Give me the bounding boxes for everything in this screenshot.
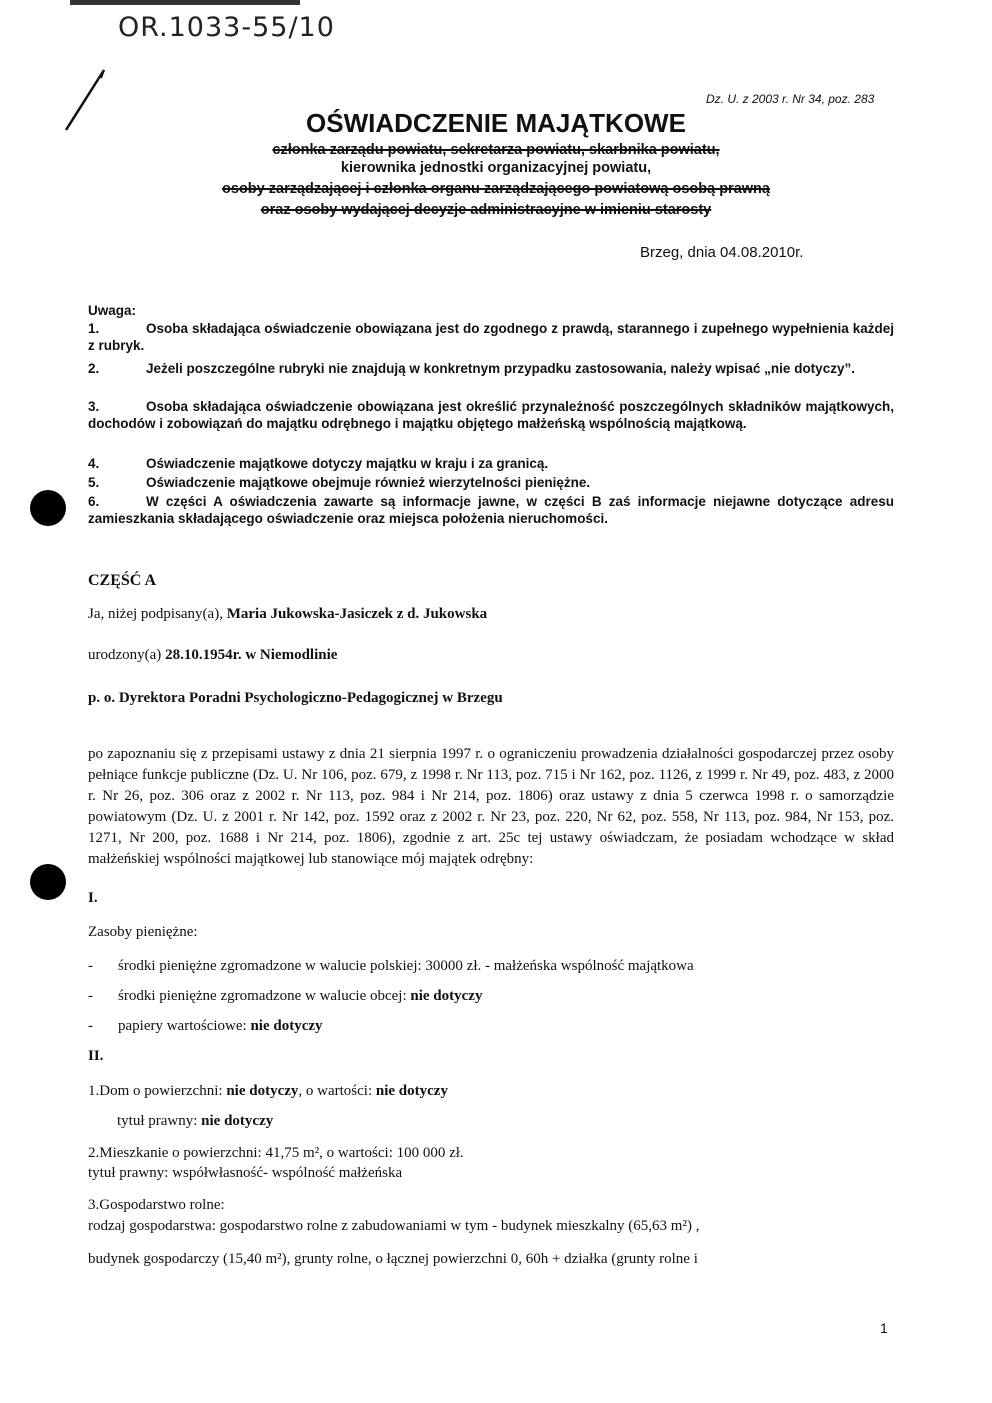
section-1-roman: I. [88, 890, 98, 906]
note-number: 4. [88, 456, 100, 471]
note-text: Osoba składająca oświadczenie obowiązana jest określić przynależność poszczególnych składników majątkowych, dochodów i zobowiązań do majątku odrębnego i majątku objętego małżeńską wspólnością majątkową. [88, 399, 894, 431]
note-number: 2. [88, 361, 100, 376]
legal-reference: Dz. U. z 2003 r. Nr 34, poz. 283 [706, 92, 875, 106]
item-value: nie dotyczy [250, 1018, 323, 1034]
bullet: - [88, 988, 93, 1004]
list-item-cash-foreign [88, 986, 482, 1007]
note-item-4 [88, 455, 894, 472]
flat-line [88, 1143, 464, 1164]
page-number: 1 [880, 1320, 888, 1336]
notes-heading: Uwaga: [88, 303, 137, 318]
farm-type-line: rodzaj gospodarstwa: gospodarstwo rolne z zabudowaniami w tym - budynek mieszkalny (65,63 m²) , [88, 1218, 700, 1234]
item-value: nie dotyczy [410, 988, 483, 1004]
note-number: 6. [88, 494, 100, 509]
scan-edge-line [70, 0, 300, 5]
note-item-2 [88, 360, 894, 377]
intro-paragraph: po zapoznaniu się z przepisami ustawy z dnia 21 sierpnia 1997 r. o ograniczeniu prowadzenia działalności gospodarczej przez osoby pełniące funkcje publiczne (Dz. U. Nr 106, poz. 679, z 1998 r. Nr 113, poz. 715 i Nr 162, poz. 1126, z 1999 r. Nr 49, poz. 483, z 2000 r. Nr 26, poz. 306 oraz z 2002 r. Nr 113, poz. 984 i Nr 214, poz. 1806) oraz ustawy z dnia 5 czerwca 1998 r. o samorządzie powiatowym (Dz. U. z 2001 r. Nr 142, poz. 1592 oraz z 2002 r. Nr 23, poz. 220, Nr 62, poz. 558, Nr 113, poz. 984, Nr 153, poz. 1271, Nr 200, poz. 1688 i Nr 214, poz. 1806), zgodnie z art. 25c tej ustawy oświadczam, że posiadam wchodzące w skład małżeńskiej wspólności majątkowej lub stanowiące mój majątek odrębny: [88, 746, 894, 867]
house-value: nie dotyczy [375, 1083, 448, 1099]
note-item-1 [88, 320, 894, 354]
declarant-name: Maria Jukowska-Jasiczek z d. Jukowska [226, 606, 488, 622]
farm-label: 3.Gospodarstwo rolne: [88, 1197, 225, 1213]
position-line: p. o. Dyrektora Poradni Psychologiczno-Pedagogicznej w Brzegu [88, 690, 503, 706]
document-title: OŚWIADCZENIE MAJĄTKOWE [306, 108, 686, 138]
item-label: środki pieniężne zgromadzone w walucie polskiej: [118, 958, 422, 974]
born-prefix: urodzony(a) [88, 647, 162, 663]
house-title-label: tytuł prawny: [117, 1113, 198, 1129]
note-text: Osoba składająca oświadczenie obowiązana jest do zgodnego z prawdą, starannego i zupełnego wypełnienia każdej z rubryk. [88, 321, 894, 353]
note-item-5 [88, 474, 894, 491]
note-number: 1. [88, 321, 100, 336]
item-value: 30000 zł. - małżeńska wspólność majątkowa [425, 958, 694, 974]
bullet: - [88, 958, 93, 974]
house-value-label: , o wartości: [298, 1083, 373, 1099]
subtitle-line-1: członka zarządu powiatu, sekretarza powiatu, skarbnika powiatu, [272, 142, 720, 158]
house-title: nie dotyczy [201, 1113, 274, 1129]
note-text: W części A oświadczenia zawarte są informacje jawne, w części B zaś informacje niejawne dotyczące adresu zamieszkania składającego oświadczenie oraz miejsca położenia nieruchomości. [88, 494, 894, 526]
house-area: nie dotyczy [226, 1083, 299, 1099]
farm-line-2: budynek gospodarczy (15,40 m²), grunty rolne, o łącznej powierzchni 0, 60h + działka (grunty rolne i [88, 1251, 698, 1267]
note-item-3 [88, 398, 894, 432]
place-and-date: Brzeg, dnia 04.08.2010r. [640, 244, 804, 261]
note-text: Oświadczenie majątkowe dotyczy majątku w kraju i za granicą. [146, 456, 549, 471]
note-item-6 [88, 493, 894, 527]
house-label: 1.Dom o powierzchni: [88, 1083, 223, 1099]
handwritten-case-number: OR.1033-55/10 [118, 12, 335, 43]
subtitle-line-2: kierownika jednostki organizacyjnej powiatu, [340, 160, 652, 176]
flat-label: 2.Mieszkanie o powierzchni: [88, 1145, 262, 1161]
section-2-roman: II. [88, 1048, 104, 1064]
list-item-cash-pln [88, 956, 694, 977]
subtitle-line-4: oraz osoby wydającej decyzje administracyjne w imieniu starosty [260, 202, 712, 218]
birth-line [88, 645, 337, 666]
note-number: 5. [88, 475, 100, 490]
note-text: Oświadczenie majątkowe obejmuje również wierzytelności pieniężne. [146, 475, 591, 490]
item-label: papiery wartościowe: [118, 1018, 247, 1034]
bullet: - [88, 1018, 93, 1034]
punch-hole-upper [30, 490, 66, 526]
declarant-line [88, 604, 487, 625]
flat-value: , o wartości: 100 000 zł. [319, 1145, 464, 1161]
subtitle-line-3: osoby zarządzającej i członka organu zarządzającego powiatową osobą prawną [222, 181, 770, 197]
house-line [88, 1081, 448, 1102]
note-number: 3. [88, 399, 100, 414]
flat-area: 41,75 m² [265, 1145, 320, 1161]
note-text: Jeżeli poszczególne rubryki nie znajdują w konkretnym przypadku zastosowania, należy wpisać „nie dotyczy”. [146, 361, 855, 376]
born-value: 28.10.1954r. w Niemodlinie [165, 647, 338, 663]
flat-title-line: tytuł prawny: współwłasność- wspólność małżeńska [88, 1165, 403, 1181]
item-label: środki pieniężne zgromadzone w walucie obcej: [118, 988, 407, 1004]
list-item-securities [88, 1016, 323, 1037]
punch-hole-lower [30, 864, 66, 900]
declarant-prefix: Ja, niżej podpisany(a), [88, 606, 223, 622]
section-1-heading: Zasoby pieniężne: [88, 924, 198, 940]
part-a-heading: CZĘŚĆ A [88, 572, 157, 589]
house-title-line [117, 1111, 273, 1132]
